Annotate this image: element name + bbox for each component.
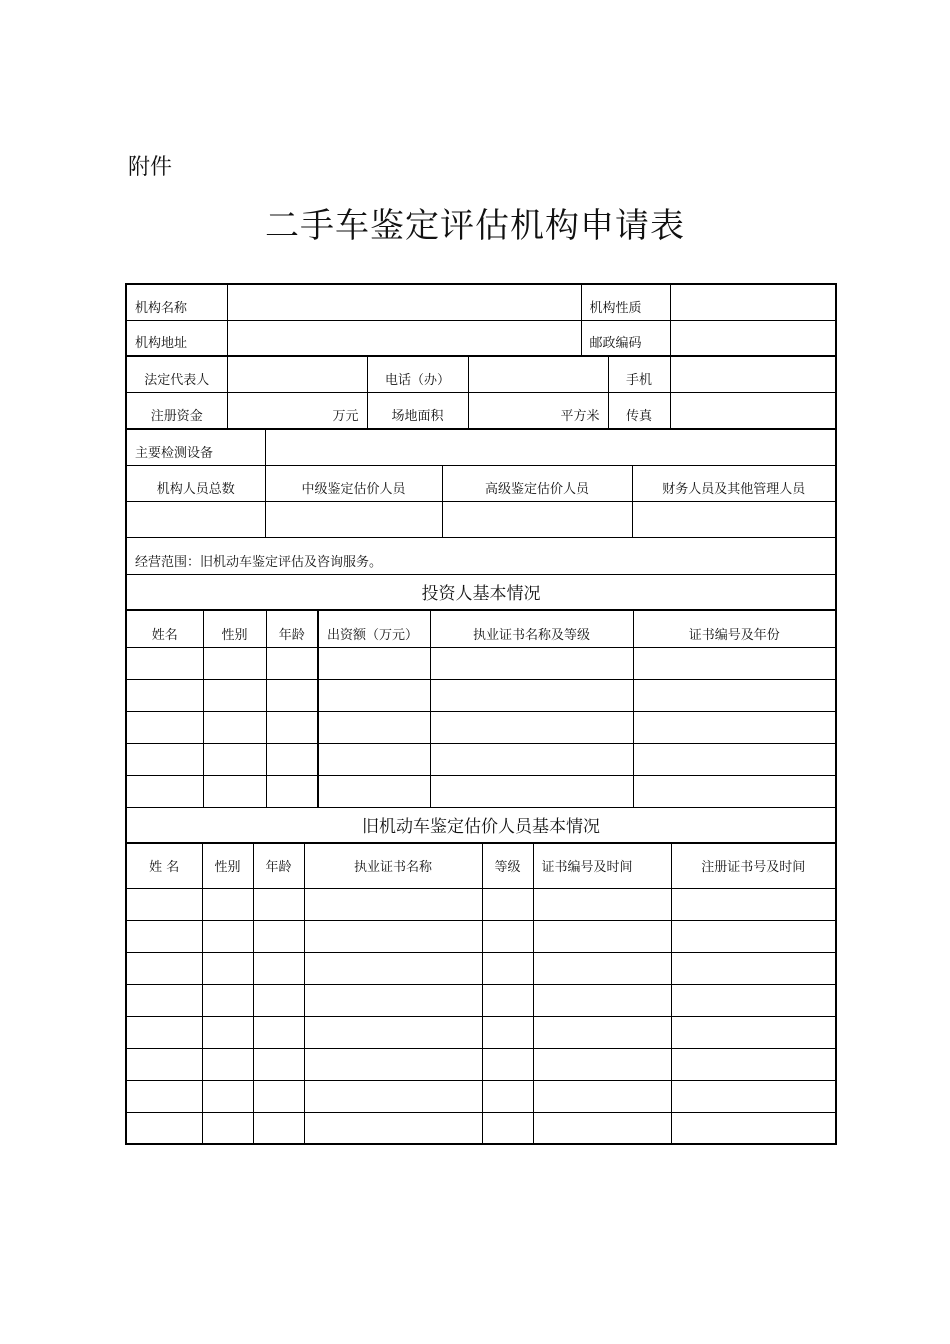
appraiser-cell[interactable] xyxy=(202,1048,253,1080)
staff-info-table xyxy=(125,428,837,611)
investor-cell[interactable] xyxy=(430,711,633,743)
investor-cell[interactable] xyxy=(266,775,318,807)
appraiser-cell[interactable] xyxy=(253,1112,304,1144)
org-name-label: 机构名称 xyxy=(126,284,227,320)
investor-row xyxy=(126,711,836,743)
appraiser-cell[interactable] xyxy=(304,888,482,920)
appraiser-cell[interactable] xyxy=(533,920,671,952)
org-nature-field[interactable] xyxy=(670,284,836,320)
appraiser-row xyxy=(126,920,836,952)
legal-rep-label: 法定代表人 xyxy=(126,356,227,392)
registered-capital-label: 注册资金 xyxy=(126,392,227,429)
appraiser-cell[interactable] xyxy=(671,1016,836,1048)
appraiser-cell[interactable] xyxy=(533,1112,671,1144)
investor-cell[interactable] xyxy=(203,647,266,679)
investor-row xyxy=(126,679,836,711)
appraiser-cell[interactable] xyxy=(482,1112,533,1144)
investor-cell[interactable] xyxy=(633,647,836,679)
investor-row xyxy=(126,743,836,775)
appraiser-cell[interactable] xyxy=(126,1048,202,1080)
appraiser-cell[interactable] xyxy=(253,1016,304,1048)
mobile-field[interactable] xyxy=(670,356,836,392)
mobile-label: 手机 xyxy=(608,356,670,392)
site-area-field[interactable]: 平方米 xyxy=(468,392,608,429)
investor-cell[interactable] xyxy=(126,711,203,743)
investor-cell[interactable] xyxy=(266,743,318,775)
investor-row xyxy=(126,775,836,807)
appraiser-cell[interactable] xyxy=(304,952,482,984)
investor-cell[interactable] xyxy=(126,647,203,679)
appraiser-cell[interactable] xyxy=(253,1080,304,1112)
appraiser-cell[interactable] xyxy=(671,1080,836,1112)
investor-cell[interactable] xyxy=(266,711,318,743)
investor-cell[interactable] xyxy=(318,711,430,743)
appraiser-cell[interactable] xyxy=(482,1080,533,1112)
appraiser-cell[interactable] xyxy=(126,984,202,1016)
business-scope: 经营范围：旧机动车鉴定评估及咨询服务。 xyxy=(126,537,836,574)
investor-header-gender: 性别 xyxy=(203,610,266,647)
investor-cell[interactable] xyxy=(430,679,633,711)
appraiser-header-cert-no: 证书编号及时间 xyxy=(533,843,671,888)
investor-header-age: 年龄 xyxy=(266,610,318,647)
appraisers-table xyxy=(125,842,837,1145)
org-address-label: 机构地址 xyxy=(126,320,227,356)
investor-header-cert-no: 证书编号及年份 xyxy=(633,610,836,647)
registered-capital-field[interactable]: 万元 xyxy=(227,392,367,429)
investor-cell[interactable] xyxy=(430,647,633,679)
appraiser-cell[interactable] xyxy=(482,984,533,1016)
fax-field[interactable] xyxy=(670,392,836,429)
appraiser-cell[interactable] xyxy=(304,1080,482,1112)
postal-code-field[interactable] xyxy=(670,320,836,356)
staff-total-field[interactable] xyxy=(126,501,265,537)
investor-cell[interactable] xyxy=(318,679,430,711)
basic-info-table xyxy=(125,283,837,357)
equipment-field[interactable] xyxy=(265,429,836,465)
appraiser-cell[interactable] xyxy=(202,952,253,984)
appraiser-cell[interactable] xyxy=(671,888,836,920)
senior-appraisers-label: 高级鉴定估价人员 xyxy=(442,465,632,501)
investor-header-name: 姓名 xyxy=(126,610,203,647)
investor-cell[interactable] xyxy=(126,743,203,775)
appraiser-cell[interactable] xyxy=(202,920,253,952)
appraiser-cell[interactable] xyxy=(482,920,533,952)
appraiser-row xyxy=(126,1080,836,1112)
investor-cell[interactable] xyxy=(266,647,318,679)
appraiser-cell[interactable] xyxy=(671,984,836,1016)
investor-cell[interactable] xyxy=(633,743,836,775)
investor-cell[interactable] xyxy=(318,775,430,807)
appraiser-cell[interactable] xyxy=(304,1048,482,1080)
appraiser-cell[interactable] xyxy=(202,1016,253,1048)
equipment-label: 主要检测设备 xyxy=(126,429,265,465)
investor-cell[interactable] xyxy=(633,679,836,711)
investor-cell[interactable] xyxy=(203,743,266,775)
appraiser-row xyxy=(126,1112,836,1144)
appraiser-cell[interactable] xyxy=(253,952,304,984)
investor-cell[interactable] xyxy=(203,679,266,711)
appraiser-cell[interactable] xyxy=(671,920,836,952)
appraiser-cell[interactable] xyxy=(671,1112,836,1144)
senior-appraisers-field[interactable] xyxy=(442,501,632,537)
appraiser-header-gender: 性别 xyxy=(202,843,253,888)
investor-cell[interactable] xyxy=(266,679,318,711)
investor-cell[interactable] xyxy=(203,775,266,807)
appraiser-cell[interactable] xyxy=(126,1112,202,1144)
investor-cell[interactable] xyxy=(430,775,633,807)
appraiser-cell[interactable] xyxy=(533,1080,671,1112)
appraiser-cell[interactable] xyxy=(304,920,482,952)
appraiser-cell[interactable] xyxy=(126,888,202,920)
appraiser-header-cert: 执业证书名称 xyxy=(304,843,482,888)
appraiser-row xyxy=(126,984,836,1016)
legal-rep-field[interactable] xyxy=(227,356,367,392)
investor-cell[interactable] xyxy=(318,647,430,679)
investor-cell[interactable] xyxy=(318,743,430,775)
attachment-label: 附件 xyxy=(128,155,173,180)
investor-row xyxy=(126,647,836,679)
appraiser-cell[interactable] xyxy=(304,1112,482,1144)
investor-cell[interactable] xyxy=(633,775,836,807)
appraiser-cell[interactable] xyxy=(126,952,202,984)
appraisers-section-title: 旧机动车鉴定估价人员基本情况 xyxy=(126,807,836,843)
contact-info-table xyxy=(125,355,837,430)
appraiser-cell[interactable] xyxy=(482,952,533,984)
appraiser-cell[interactable] xyxy=(202,1112,253,1144)
org-nature-label: 机构性质 xyxy=(581,284,670,320)
appraiser-cell[interactable] xyxy=(304,1016,482,1048)
appraiser-row xyxy=(126,1048,836,1080)
appraiser-cell[interactable] xyxy=(253,888,304,920)
appraiser-cell[interactable] xyxy=(482,1048,533,1080)
org-name-field[interactable] xyxy=(227,284,581,320)
appraiser-row xyxy=(126,952,836,984)
postal-code-label: 邮政编码 xyxy=(581,320,670,356)
appraiser-cell[interactable] xyxy=(671,1048,836,1080)
appraiser-cell[interactable] xyxy=(126,1080,202,1112)
appraiser-cell[interactable] xyxy=(304,984,482,1016)
finance-staff-field[interactable] xyxy=(632,501,836,537)
staff-total-label: 机构人员总数 xyxy=(126,465,265,501)
investor-cell[interactable] xyxy=(126,775,203,807)
appraiser-row xyxy=(126,888,836,920)
mid-appraisers-label: 中级鉴定估价人员 xyxy=(265,465,442,501)
appraiser-cell[interactable] xyxy=(253,984,304,1016)
phone-office-label: 电话（办） xyxy=(367,356,468,392)
investor-cell[interactable] xyxy=(633,711,836,743)
appraiser-header-reg-no: 注册证书号及时间 xyxy=(671,843,836,888)
appraiser-cell[interactable] xyxy=(671,952,836,984)
appraiser-cell[interactable] xyxy=(533,984,671,1016)
appraiser-cell[interactable] xyxy=(482,1016,533,1048)
appraiser-cell[interactable] xyxy=(126,920,202,952)
appraiser-cell[interactable] xyxy=(253,920,304,952)
appraiser-cell[interactable] xyxy=(253,1048,304,1080)
site-area-label: 场地面积 xyxy=(367,392,468,429)
investors-table xyxy=(125,609,837,844)
appraiser-cell[interactable] xyxy=(533,952,671,984)
appraiser-header-level: 等级 xyxy=(482,843,533,888)
investor-cell[interactable] xyxy=(430,743,633,775)
mid-appraisers-field[interactable] xyxy=(265,501,442,537)
appraiser-header-name: 姓 名 xyxy=(126,843,202,888)
investor-cell[interactable] xyxy=(126,679,203,711)
org-address-field[interactable] xyxy=(227,320,581,356)
appraiser-cell[interactable] xyxy=(533,1016,671,1048)
appraiser-cell[interactable] xyxy=(482,888,533,920)
appraiser-cell[interactable] xyxy=(533,1048,671,1080)
finance-staff-label: 财务人员及其他管理人员 xyxy=(632,465,836,501)
fax-label: 传真 xyxy=(608,392,670,429)
phone-office-field[interactable] xyxy=(468,356,608,392)
appraiser-cell[interactable] xyxy=(126,1016,202,1048)
appraiser-cell[interactable] xyxy=(202,984,253,1016)
appraiser-cell[interactable] xyxy=(202,888,253,920)
appraiser-row xyxy=(126,1016,836,1048)
form-title: 二手车鉴定评估机构申请表 xyxy=(265,206,685,246)
investor-header-cert: 执业证书名称及等级 xyxy=(430,610,633,647)
appraiser-cell[interactable] xyxy=(202,1080,253,1112)
investor-cell[interactable] xyxy=(203,711,266,743)
investor-header-capital: 出资额（万元） xyxy=(318,610,430,647)
investors-section-title: 投资人基本情况 xyxy=(126,574,836,610)
appraiser-cell[interactable] xyxy=(533,888,671,920)
appraiser-header-age: 年龄 xyxy=(253,843,304,888)
